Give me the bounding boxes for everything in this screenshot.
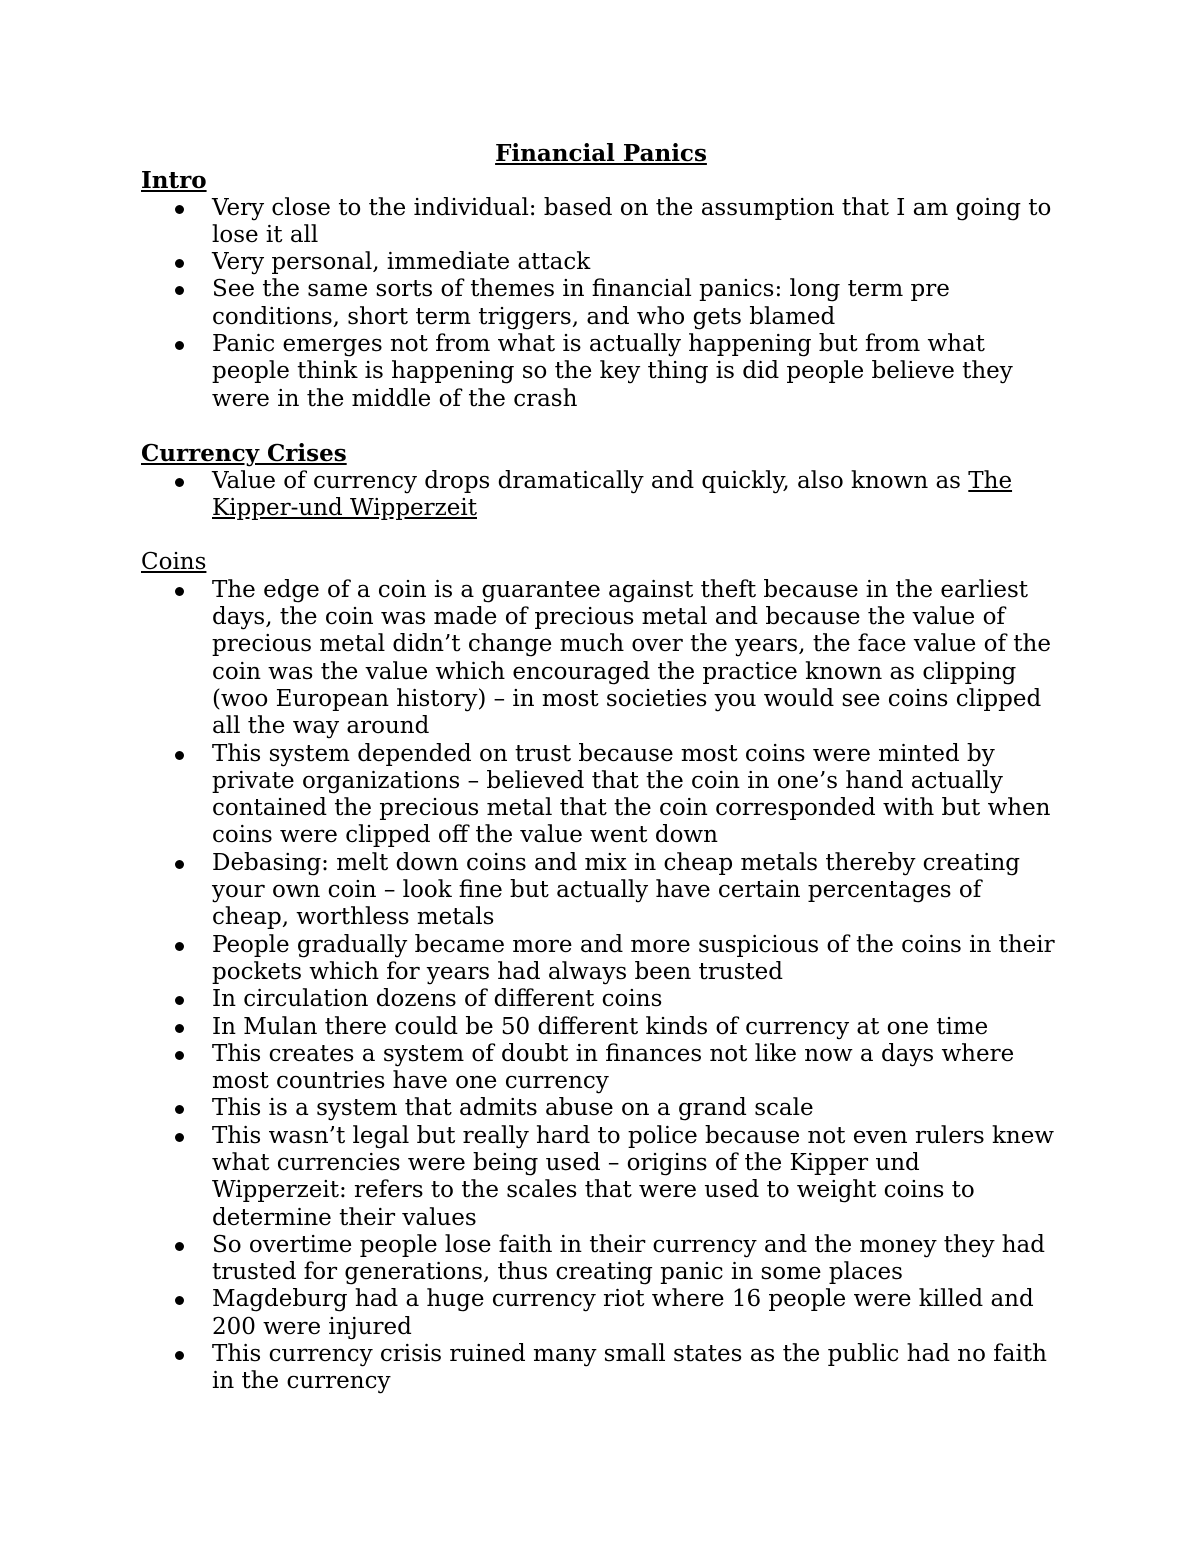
heading-currency-crises: Currency Crises xyxy=(141,440,347,468)
bullet-icon xyxy=(175,751,184,760)
coins-list xyxy=(141,577,1061,1396)
list-item-text: Debasing: melt down coins and mix in cheap metals thereby creating your own coin – look fine but actually have certain percentages of cheap, worthless metals xyxy=(212,849,1020,931)
list-item-text: Magdeburg had a huge currency riot where 16 people were killed and 200 were injured xyxy=(212,1286,1034,1340)
bullet-icon xyxy=(175,259,184,268)
list-item-text: This system depended on trust because most coins were minted by private organizations – believed that the coin in one’s hand actually contained the precious metal that the coin corresponded with but when coins were clipped off the value went down xyxy=(212,740,1051,849)
list-item xyxy=(141,986,1061,1013)
list-item-text: This is a system that admits abuse on a grand scale xyxy=(212,1095,814,1122)
list-item-text: Value of currency drops dramatically and quickly, also known as xyxy=(212,467,969,494)
bullet-icon xyxy=(175,341,184,350)
spacer xyxy=(141,413,1061,440)
term-kipper-und-wipperzeit: The Kipper-und Wipperzeit xyxy=(212,467,1013,521)
list-item-text: So overtime people lose faith in their currency and the money they had trusted for generations, thus creating panic in some places xyxy=(212,1231,1045,1286)
document-title: Financial Panics xyxy=(495,140,707,167)
list-item xyxy=(141,1341,1061,1396)
list-item-text: See the same sorts of themes in financial panics: long term pre conditions, short term triggers, and who gets blamed xyxy=(212,276,950,330)
list-item-text: Very close to the individual: based on the assumption that I am going to lose it all xyxy=(212,194,1052,248)
bullet-icon xyxy=(175,942,184,951)
list-item xyxy=(141,1123,1061,1232)
bullet-icon xyxy=(175,1105,184,1114)
list-item-text: The edge of a coin is a guarantee against theft because in the earliest days, the coin was made of precious metal and because the value of precious metal didn’t change much over the years, the face value of the coin was the value which encouraged the practice known as clipping (woo European history) – in most societies you would see coins clipped all the way around xyxy=(212,576,1051,740)
list-item-text: Very personal, immediate attack xyxy=(212,249,591,276)
currency-list xyxy=(141,468,1061,523)
list-item xyxy=(141,1095,1061,1122)
list-item-text: This creates a system of doubt in finances not like now a days where most countries have one currency xyxy=(212,1040,1015,1095)
document-page xyxy=(141,140,1061,1396)
bullet-icon xyxy=(175,286,184,295)
list-item xyxy=(141,468,1061,523)
bullet-icon xyxy=(175,478,184,487)
list-item-text: This wasn’t legal but really hard to police because not even rulers knew what currencies were being used – origins of the Kipper und Wipperzeit: refers to the scales that were used to weight coins to determine their values xyxy=(212,1122,1054,1231)
bullet-icon xyxy=(175,1351,184,1360)
list-item-text: Panic emerges not from what is actually happening but from what people think is happening so the key thing is did people believe they were in the middle of the crash xyxy=(212,331,1013,412)
bullet-icon xyxy=(175,205,184,214)
list-item xyxy=(141,331,1061,413)
list-item xyxy=(141,276,1061,331)
list-item-text: People gradually became more and more suspicious of the coins in their pockets which for years had always been trusted xyxy=(212,931,1055,985)
bullet-icon xyxy=(175,587,184,596)
list-item xyxy=(141,741,1061,850)
bullet-icon xyxy=(175,1242,184,1251)
list-item xyxy=(141,850,1061,932)
list-item-text: In Mulan there could be 50 different kinds of currency at one time xyxy=(212,1013,989,1040)
list-item xyxy=(141,1286,1061,1341)
list-item xyxy=(141,1014,1061,1041)
list-item xyxy=(141,195,1061,250)
intro-list xyxy=(141,195,1061,413)
heading-intro: Intro xyxy=(141,167,207,195)
bullet-icon xyxy=(175,1296,184,1305)
spacer xyxy=(141,522,1061,549)
heading-coins: Coins xyxy=(141,549,207,576)
list-item xyxy=(141,577,1061,741)
list-item-text: This currency crisis ruined many small states as the public had no faith in the currency xyxy=(212,1341,1047,1395)
bullet-icon xyxy=(175,1133,184,1142)
list-item xyxy=(141,249,1061,276)
bullet-icon xyxy=(175,996,184,1005)
list-item xyxy=(141,1041,1061,1096)
bullet-icon xyxy=(175,1051,184,1060)
bullet-icon xyxy=(175,860,184,869)
bullet-icon xyxy=(175,1024,184,1033)
list-item-text: In circulation dozens of different coins xyxy=(212,986,663,1013)
list-item xyxy=(141,932,1061,987)
list-item xyxy=(141,1232,1061,1287)
